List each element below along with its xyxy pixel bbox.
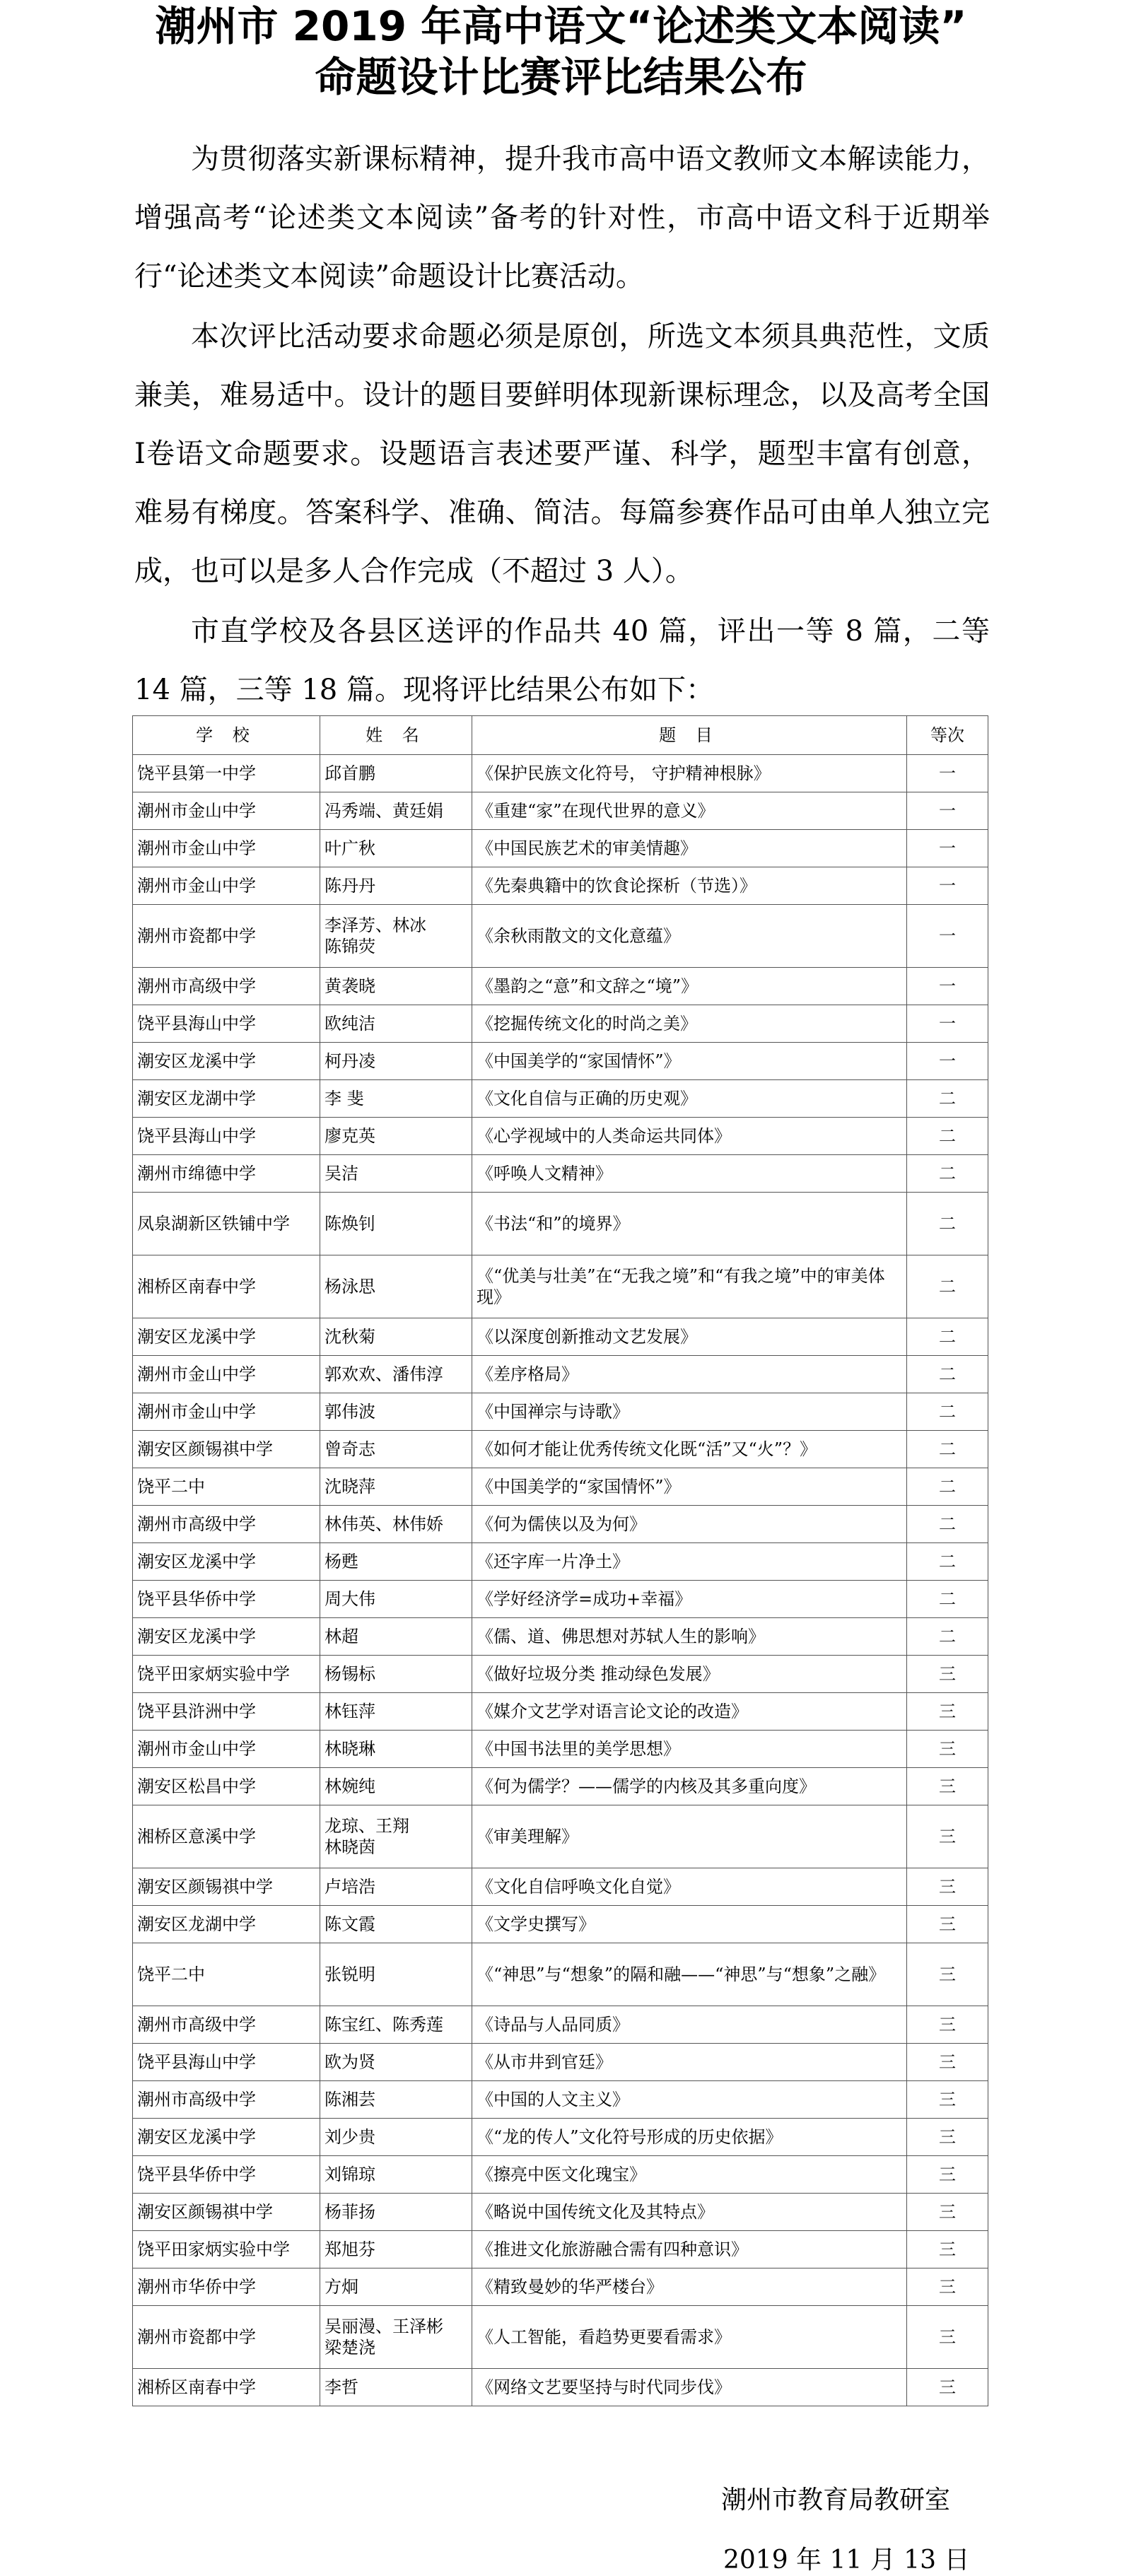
cell-school: 潮州市瓷都中学 [133, 905, 320, 968]
table-row [133, 1693, 988, 1731]
cell-rank: 二 [907, 1318, 988, 1356]
table-row [133, 905, 988, 968]
cell-name: 沈秋菊 [320, 1318, 472, 1356]
cell-rank: 三 [907, 1693, 988, 1731]
cell-title: 《书法“和”的境界》 [472, 1193, 907, 1255]
cell-rank: 三 [907, 1768, 988, 1805]
table-row [133, 792, 988, 830]
cell-title: 《呼唤人文精神》 [472, 1155, 907, 1193]
cell-school: 潮州市金山中学 [133, 792, 320, 830]
cell-name: 陈湘芸 [320, 2081, 472, 2119]
cell-title: 《人工智能，看趋势更要看需求》 [472, 2306, 907, 2369]
cell-name: 龙琼、王翔 林晓茵 [320, 1805, 472, 1868]
cell-school: 潮安区颜锡祺中学 [133, 2194, 320, 2231]
cell-title: 《诗品与人品同质》 [472, 2006, 907, 2044]
cell-title: 《推进文化旅游融合需有四种意识》 [472, 2231, 907, 2268]
cell-school: 潮州市金山中学 [133, 1731, 320, 1768]
cell-name: 柯丹凌 [320, 1043, 472, 1080]
cell-school: 潮州市金山中学 [133, 830, 320, 867]
cell-name: 郭欢欢、潘伟淳 [320, 1356, 472, 1393]
cell-school: 饶平县海山中学 [133, 1118, 320, 1155]
table-row [133, 755, 988, 792]
paragraph-intro: 为贯彻落实新课标精神，提升我市高中语文教师文本解读能力，增强高考“论述类文本阅读”备考的针对性，市高中语文科于近期举行“论述类文本阅读”命题设计比赛活动。 [134, 143, 990, 293]
cell-title: 《墨韵之“意”和文辞之“境”》 [472, 968, 907, 1005]
cell-name: 冯秀端、黄廷娟 [320, 792, 472, 830]
results-table [132, 715, 988, 2406]
table-row [133, 2156, 988, 2194]
table-row [133, 1356, 988, 1393]
cell-rank: 一 [907, 830, 988, 867]
cell-rank: 二 [907, 1193, 988, 1255]
signature-date: 2019 年 11 月 13 日 [723, 2546, 970, 2575]
cell-rank: 一 [907, 905, 988, 968]
table-row [133, 1543, 988, 1581]
table-row [133, 1005, 988, 1043]
cell-title: 《中国美学的“家国情怀”》 [472, 1468, 907, 1506]
cell-name: 杨泳思 [320, 1255, 472, 1318]
table-row [133, 2231, 988, 2268]
cell-rank: 一 [907, 792, 988, 830]
table-row [133, 1731, 988, 1768]
cell-rank: 三 [907, 1943, 988, 2006]
cell-name: 李 斐 [320, 1080, 472, 1118]
cell-name: 陈焕钊 [320, 1193, 472, 1255]
cell-rank: 三 [907, 2268, 988, 2306]
cell-school: 潮州市高级中学 [133, 2006, 320, 2044]
cell-name: 沈晓萍 [320, 1468, 472, 1506]
cell-school: 饶平县海山中学 [133, 2044, 320, 2081]
cell-name: 卢培浩 [320, 1868, 472, 1906]
cell-name: 林伟英、林伟娇 [320, 1506, 472, 1543]
cell-title: 《“优美与壮美”在“无我之境”和“有我之境”中的审美体现》 [472, 1255, 907, 1318]
cell-rank: 二 [907, 1356, 988, 1393]
cell-school: 湘桥区意溪中学 [133, 1805, 320, 1868]
cell-rank: 一 [907, 867, 988, 905]
cell-school: 潮安区龙溪中学 [133, 1318, 320, 1356]
cell-school: 潮州市瓷都中学 [133, 2306, 320, 2369]
cell-rank: 三 [907, 2306, 988, 2369]
cell-school: 饶平县第一中学 [133, 755, 320, 792]
cell-rank: 三 [907, 1656, 988, 1693]
cell-title: 《中国美学的“家国情怀”》 [472, 1043, 907, 1080]
cell-rank: 三 [907, 2369, 988, 2406]
table-row [133, 1468, 988, 1506]
cell-title: 《媒介文艺学对语言论文论的改造》 [472, 1693, 907, 1731]
cell-name: 杨菲扬 [320, 2194, 472, 2231]
cell-rank: 二 [907, 1468, 988, 1506]
table-row [133, 1043, 988, 1080]
cell-school: 潮安区龙湖中学 [133, 1906, 320, 1943]
cell-title: 《中国禅宗与诗歌》 [472, 1393, 907, 1431]
table-header-row [133, 716, 988, 755]
paragraph-summary: 市直学校及各县区送评的作品共 40 篇，评出一等 8 篇，二等 14 篇，三等 18 篇。现将评比结果公布如下： [134, 615, 990, 706]
cell-title: 《何为儒侠以及为何》 [472, 1506, 907, 1543]
cell-school: 潮安区龙溪中学 [133, 2119, 320, 2156]
cell-title: 《何为儒学？——儒学的内核及其多重向度》 [472, 1768, 907, 1805]
cell-school: 湘桥区南春中学 [133, 1255, 320, 1318]
cell-title: 《如何才能让优秀传统文化既“活”又“火”？》 [472, 1431, 907, 1468]
cell-school: 饶平二中 [133, 1468, 320, 1506]
cell-rank: 三 [907, 2156, 988, 2194]
table-row [133, 1431, 988, 1468]
cell-rank: 一 [907, 755, 988, 792]
cell-rank: 二 [907, 1118, 988, 1155]
cell-rank: 三 [907, 2119, 988, 2156]
cell-school: 潮州市绵德中学 [133, 1155, 320, 1193]
cell-rank: 一 [907, 1043, 988, 1080]
cell-rank: 三 [907, 1731, 988, 1768]
table-row [133, 2081, 988, 2119]
cell-name: 林婉纯 [320, 1768, 472, 1805]
cell-rank: 三 [907, 1805, 988, 1868]
cell-school: 潮安区龙湖中学 [133, 1080, 320, 1118]
cell-title: 《网络文艺要坚持与时代同步伐》 [472, 2369, 907, 2406]
table-row [133, 2306, 988, 2369]
cell-rank: 三 [907, 1906, 988, 1943]
cell-rank: 二 [907, 1393, 988, 1431]
header-rank: 等次 [907, 716, 988, 755]
header-name: 姓 名 [320, 716, 472, 755]
cell-school: 潮安区松昌中学 [133, 1768, 320, 1805]
cell-rank: 二 [907, 1255, 988, 1318]
paragraph-requirements: 本次评比活动要求命题必须是原创，所选文本须具典范性，文质兼美，难易适中。设计的题目要鲜明体现新课标理念，以及高考全国Ⅰ卷语文命题要求。设题语言表述要严谨、科学，题型丰富有创意，难易有梯度。答案科学、准确、简洁。每篇参赛作品可由单人独立完成，也可以是多人合作完成（不超过 3 人）。 [134, 320, 990, 587]
cell-school: 潮安区龙溪中学 [133, 1618, 320, 1656]
table-row [133, 1656, 988, 1693]
cell-title: 《中国的人文主义》 [472, 2081, 907, 2119]
cell-rank: 三 [907, 2231, 988, 2268]
table-row [133, 1805, 988, 1868]
cell-title: 《做好垃圾分类 推动绿色发展》 [472, 1656, 907, 1693]
cell-rank: 一 [907, 1005, 988, 1043]
table-row [133, 2194, 988, 2231]
cell-school: 潮州市高级中学 [133, 2081, 320, 2119]
table-row [133, 1193, 988, 1255]
table-row [133, 830, 988, 867]
cell-name: 陈宝红、陈秀莲 [320, 2006, 472, 2044]
cell-name: 黄袭晓 [320, 968, 472, 1005]
cell-name: 吴丽漫、王泽彬 梁楚浇 [320, 2306, 472, 2369]
cell-title: 《保护民族文化符号， 守护精神根脉》 [472, 755, 907, 792]
table-row [133, 2268, 988, 2306]
cell-rank: 三 [907, 2044, 988, 2081]
cell-rank: 一 [907, 968, 988, 1005]
cell-name: 李泽芳、林冰 陈锦荧 [320, 905, 472, 968]
cell-school: 潮安区颜锡祺中学 [133, 1868, 320, 1906]
cell-rank: 二 [907, 1618, 988, 1656]
cell-title: 《文化自信与正确的历史观》 [472, 1080, 907, 1118]
table-row [133, 2369, 988, 2406]
cell-name: 廖克英 [320, 1118, 472, 1155]
cell-name: 周大伟 [320, 1581, 472, 1618]
table-row [133, 1506, 988, 1543]
cell-title: 《重建“家”在现代世界的意义》 [472, 792, 907, 830]
cell-name: 林晓琳 [320, 1731, 472, 1768]
cell-title: 《儒、道、佛思想对苏轼人生的影响》 [472, 1618, 907, 1656]
cell-school: 饶平田家炳实验中学 [133, 1656, 320, 1693]
cell-title: 《从市井到官廷》 [472, 2044, 907, 2081]
table-row [133, 2119, 988, 2156]
table-row [133, 1581, 988, 1618]
cell-title: 《中国书法里的美学思想》 [472, 1731, 907, 1768]
cell-school: 饶平县浒洲中学 [133, 1693, 320, 1731]
table-row [133, 1080, 988, 1118]
cell-school: 湘桥区南春中学 [133, 2369, 320, 2406]
cell-name: 曾奇志 [320, 1431, 472, 1468]
cell-school: 潮安区龙溪中学 [133, 1043, 320, 1080]
cell-school: 潮州市高级中学 [133, 1506, 320, 1543]
cell-name: 杨锡标 [320, 1656, 472, 1693]
cell-school: 潮州市华侨中学 [133, 2268, 320, 2306]
cell-school: 潮安区龙溪中学 [133, 1543, 320, 1581]
cell-rank: 二 [907, 1506, 988, 1543]
cell-title: 《先秦典籍中的饮食论探析（节选）》 [472, 867, 907, 905]
cell-title: 《学好经济学=成功+幸福》 [472, 1581, 907, 1618]
cell-title: 《略说中国传统文化及其特点》 [472, 2194, 907, 2231]
signature-organization: 潮州市教育局教研室 [721, 2486, 951, 2514]
cell-title: 《还字库一片净土》 [472, 1543, 907, 1581]
title-line-1: 潮州市 2019 年高中语文“论述类文本阅读” [155, 2, 967, 50]
cell-rank: 三 [907, 2194, 988, 2231]
cell-title: 《心学视域中的人类命运共同体》 [472, 1118, 907, 1155]
cell-title: 《挖掘传统文化的时尚之美》 [472, 1005, 907, 1043]
table-row [133, 1318, 988, 1356]
table-row [133, 1618, 988, 1656]
title-line-2: 命题设计比赛评比结果公布 [315, 53, 807, 101]
table-row [133, 1906, 988, 1943]
cell-rank: 二 [907, 1543, 988, 1581]
cell-title: 《“龙的传人”文化符号形成的历史依据》 [472, 2119, 907, 2156]
cell-school: 饶平县华侨中学 [133, 2156, 320, 2194]
cell-name: 叶广秋 [320, 830, 472, 867]
cell-school: 凤泉湖新区铁铺中学 [133, 1193, 320, 1255]
cell-title: 《文化自信呼唤文化自觉》 [472, 1868, 907, 1906]
results-table-body [133, 755, 988, 2406]
cell-name: 张锐明 [320, 1943, 472, 2006]
cell-rank: 三 [907, 2006, 988, 2044]
cell-rank: 二 [907, 1080, 988, 1118]
cell-title: 《文学史撰写》 [472, 1906, 907, 1943]
header-title: 题 目 [472, 716, 907, 755]
cell-title: 《“神思”与“想象”的隔和融——“神思”与“想象”之融》 [472, 1943, 907, 2006]
cell-name: 郑旭芬 [320, 2231, 472, 2268]
table-row [133, 1393, 988, 1431]
cell-name: 林超 [320, 1618, 472, 1656]
cell-title: 《以深度创新推动文艺发展》 [472, 1318, 907, 1356]
cell-name: 吴洁 [320, 1155, 472, 1193]
cell-rank: 二 [907, 1431, 988, 1468]
cell-school: 饶平县华侨中学 [133, 1581, 320, 1618]
cell-name: 刘锦琼 [320, 2156, 472, 2194]
table-row [133, 1255, 988, 1318]
cell-name: 陈文霞 [320, 1906, 472, 1943]
cell-school: 潮安区颜锡祺中学 [133, 1431, 320, 1468]
table-row [133, 1943, 988, 2006]
table-row [133, 1155, 988, 1193]
cell-title: 《差序格局》 [472, 1356, 907, 1393]
cell-school: 潮州市高级中学 [133, 968, 320, 1005]
cell-school: 潮州市金山中学 [133, 1356, 320, 1393]
cell-title: 《审美理解》 [472, 1805, 907, 1868]
cell-name: 方炯 [320, 2268, 472, 2306]
cell-name: 邱首鹏 [320, 755, 472, 792]
cell-rank: 三 [907, 2081, 988, 2119]
cell-title: 《余秋雨散文的文化意蕴》 [472, 905, 907, 968]
table-row [133, 968, 988, 1005]
cell-school: 饶平二中 [133, 1943, 320, 2006]
table-row [133, 1118, 988, 1155]
cell-name: 欧纯洁 [320, 1005, 472, 1043]
table-row [133, 1868, 988, 1906]
cell-school: 饶平县海山中学 [133, 1005, 320, 1043]
cell-title: 《擦亮中医文化瑰宝》 [472, 2156, 907, 2194]
cell-rank: 二 [907, 1155, 988, 1193]
cell-rank: 二 [907, 1581, 988, 1618]
header-school: 学 校 [133, 716, 320, 755]
cell-name: 陈丹丹 [320, 867, 472, 905]
cell-name: 林钰萍 [320, 1693, 472, 1731]
table-row [133, 2044, 988, 2081]
cell-rank: 三 [907, 1868, 988, 1906]
table-row [133, 867, 988, 905]
cell-name: 杨甦 [320, 1543, 472, 1581]
cell-name: 欧为贤 [320, 2044, 472, 2081]
cell-school: 饶平田家炳实验中学 [133, 2231, 320, 2268]
table-row [133, 1768, 988, 1805]
cell-school: 潮州市金山中学 [133, 867, 320, 905]
cell-school: 潮州市金山中学 [133, 1393, 320, 1431]
cell-title: 《精致曼妙的华严楼台》 [472, 2268, 907, 2306]
cell-name: 郭伟波 [320, 1393, 472, 1431]
cell-title: 《中国民族艺术的审美情趣》 [472, 830, 907, 867]
table-row [133, 2006, 988, 2044]
cell-name: 李哲 [320, 2369, 472, 2406]
cell-name: 刘少贵 [320, 2119, 472, 2156]
